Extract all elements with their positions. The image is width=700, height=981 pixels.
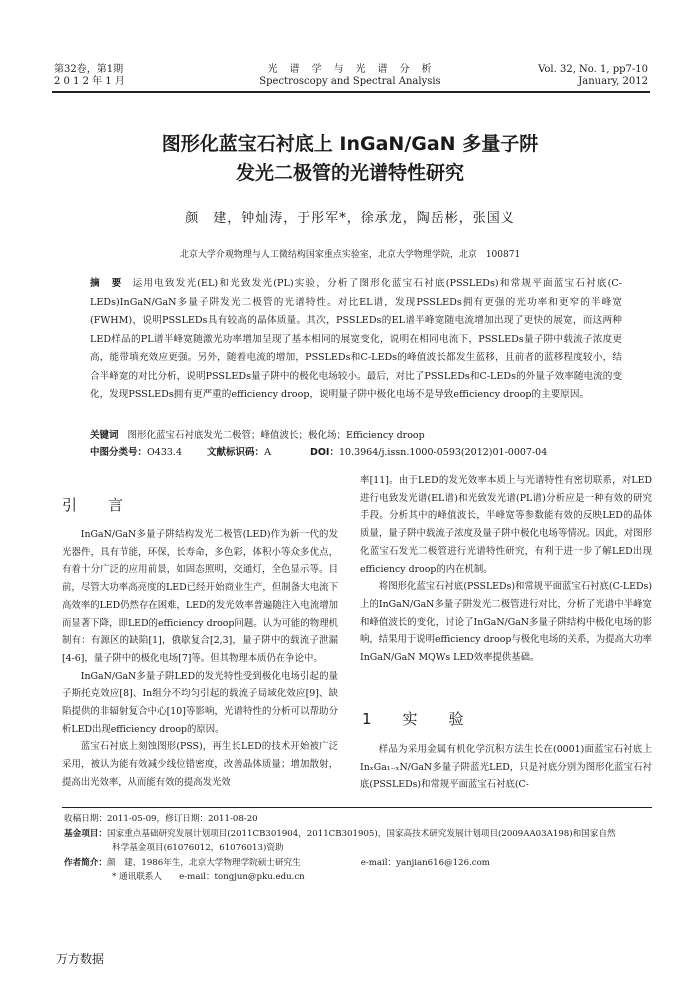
right-column xyxy=(360,472,652,667)
experiment-body xyxy=(360,741,652,794)
journal-month-line: January, 2012 xyxy=(578,76,648,87)
journal-volume-line: 第32卷，第1期 xyxy=(54,64,124,75)
doi-label: DOI： xyxy=(309,447,339,458)
journal-issue xyxy=(538,64,648,88)
intro-paragraph-2: InGaN/GaN多量子阱LED的发光特性受到极化电场引起的量子斯托克效应[8]、In组分不均匀引起的载流子局域化效应[9]、缺陷提供的非辐射复合中心[10]等影响，光谱特性的分析可以帮助分析LED出现efficiency droop的原因。 xyxy=(62,670,338,735)
experiment-heading: 1 实 验 xyxy=(362,710,472,728)
journal-issue-line: Vol. 32, No. 1, pp7-10 xyxy=(538,64,648,75)
intro-heading: 引 言 xyxy=(62,496,132,514)
classification xyxy=(90,444,630,461)
corresponding-author: * 通讯联系人 e-mail：tongjun@pku.edu.cn xyxy=(112,872,305,882)
intro-paragraph-1: InGaN/GaN多量子阱结构发光二极管(LED)作为新一代的发光器件，具有节能，环保，长寿命，多色彩，体积小等众多优点，有着十分广泛的应用前景，如固态照明，交通灯，全色显示等。目前，尽管大功率高亮度的LED已经开始商业生产，但制备大电流下高效率的LED仍然存在困难，LED的发光效率普遍随注入电流增加而显著下降，即LED的efficiency droop问题。认为可能的物理机制有：有源区的缺陷[1]，俄歇复合[2,3]，量子阱中的载流子泄漏[4-6]，量子阱中的极化电场[7]等。但其物理本质仍在争论中。 xyxy=(62,529,338,664)
affiliation: 北京大学介观物理与人工微结构国家重点实验室，北京大学物理学院，北京 100871 xyxy=(179,250,521,260)
journal-name-en: Spectroscopy and Spectral Analysis xyxy=(259,76,441,87)
author-bio: 颜 建，1986年生，北京大学物理学院硕士研究生 xyxy=(106,857,301,868)
header-rule xyxy=(52,91,650,93)
keywords-text: 图形化蓝宝石衬底发光二极管；峰值波长；极化场；Efficiency droop xyxy=(127,430,425,441)
journal-date-line: 2 0 1 2 年 1 月 xyxy=(54,76,125,87)
author-bio-label: 作者简介： xyxy=(64,857,107,868)
keywords xyxy=(90,427,630,444)
doc-code-label: 文献标识码： xyxy=(207,447,265,458)
experiment-paragraph-1: 样品为采用金属有机化学沉积方法生长在(0001)面蓝宝石衬底上InₓGa₁₋ₓN/GaN多量子阱蓝光LED，只是衬底分别为图形化蓝宝石衬底(PSSLEDs)和常规平面蓝宝石衬底(C- xyxy=(360,744,652,791)
clc-label: 中图分类号： xyxy=(90,447,148,458)
paper-title-line2: 发光二极管的光谱特性研究 xyxy=(235,162,464,184)
journal-name xyxy=(200,64,500,88)
footnotes xyxy=(64,812,664,885)
journal-name-cn: 光 谱 学 与 光 谱 分 析 xyxy=(267,64,433,75)
intro-paragraph-3: 蓝宝石衬底上刻蚀图形(PSS)，再生长LED的技术开始被广泛采用，被认为能有效减少线位错密度，改善晶体质量；增加散射，提高出光效率，从而能有效的提高发光效 xyxy=(62,741,338,788)
funding-line-2: 科学基金项目(61076012，61076013)资助 xyxy=(112,843,284,853)
left-column xyxy=(62,526,338,792)
footnote-rule xyxy=(62,807,652,808)
watermark-brand: 万方数据 xyxy=(56,952,105,966)
abstract-label: 摘 要 xyxy=(90,278,123,289)
author-email: e-mail：yanjian616@126.com xyxy=(360,857,490,868)
abstract xyxy=(90,275,622,405)
doc-code-value: A xyxy=(264,447,271,458)
intro-paragraph-4: 率[11]。由于LED的发光效率本质上与光谱特性有密切联系，对LED进行电致发光谱(EL谱)和光致发光谱(PL谱)分析应是一种有效的研究手段。分析其中的峰值波长，半峰宽等参数能有效的反映LED的晶体质量，量子阱中载流子浓度及量子阱中极化电场等情况。因此，对图形化蓝宝石发光二极管进行光谱特性研究，有利于进一步了解LED出现efficiency droop的内在机制。 xyxy=(360,475,652,575)
paper-title xyxy=(0,130,700,188)
paper-title-line1: 图形化蓝宝石衬底上 InGaN/GaN 多量子阱 xyxy=(161,133,539,155)
funding-line-1: 国家重点基础研究发展计划项目(2011CB301904，2011CB301905)，国家高技术研究发展计划项目(2009AA03A198)和国家自然 xyxy=(106,828,616,839)
clc-value: O433.4 xyxy=(147,447,183,458)
keywords-label: 关键词 xyxy=(90,430,119,441)
author-list: 颜 建，钟灿涛，于彤军*，徐承龙，陶岳彬，张国义 xyxy=(185,211,515,226)
journal-volume xyxy=(54,64,125,88)
funding-label: 基金项目： xyxy=(64,828,107,839)
received-dates: 收稿日期：2011-05-09，修订日期：2011-08-20 xyxy=(64,814,258,824)
intro-paragraph-5: 将图形化蓝宝石衬底(PSSLEDs)和常规平面蓝宝石衬底(C-LEDs)上的InGaN/GaN多量子阱发光二极管进行对比，分析了光谱中半峰宽和峰值波长的变化，讨论了InGaN/GaN多量子阱结构中极化电场的影响，结果用于说明efficiency droop与极化电场的关系，为提高大功率InGaN/GaN MQWs LED效率提供基础。 xyxy=(360,581,652,664)
abstract-text: 运用电致发光(EL)和光致发光(PL)实验，分析了图形化蓝宝石衬底(PSSLEDs)和常规平面蓝宝石衬底(C-LEDs)InGaN/GaN多量子阱发光二极管的光谱特性。对比EL谱，发现PSSLEDs拥有更强的光功率和更窄的半峰宽(FWHM)，说明PSSLEDs具有较高的晶体质量。其次，PSSLEDs的EL谱半峰宽随电流增加出现了更快的展宽，而这两种LED样品的PL谱半峰宽随激光功率增加呈现了基本相同的展宽变化，说明在相同电流下，PSSLEDs量子阱中载流子浓度更高，能带填充效应更强。另外，随着电流的增加，PSSLEDs和C-LEDs的峰值波长都发生蓝移，且前者的蓝移程度较小，结合半峰宽的对比分析，说明PSSLEDs量子阱中的极化电场较小。最后，对比了PSSLEDs和C-LEDs的外量子效率随电流的变化，发现PSSLEDs拥有更严重的efficiency droop，说明量子阱中极化电场不是导致efficiency droop的主要原因。 xyxy=(90,278,623,400)
doi-value: 10.3964/j.issn.1000-0593(2012)01-0007-04 xyxy=(338,447,548,458)
